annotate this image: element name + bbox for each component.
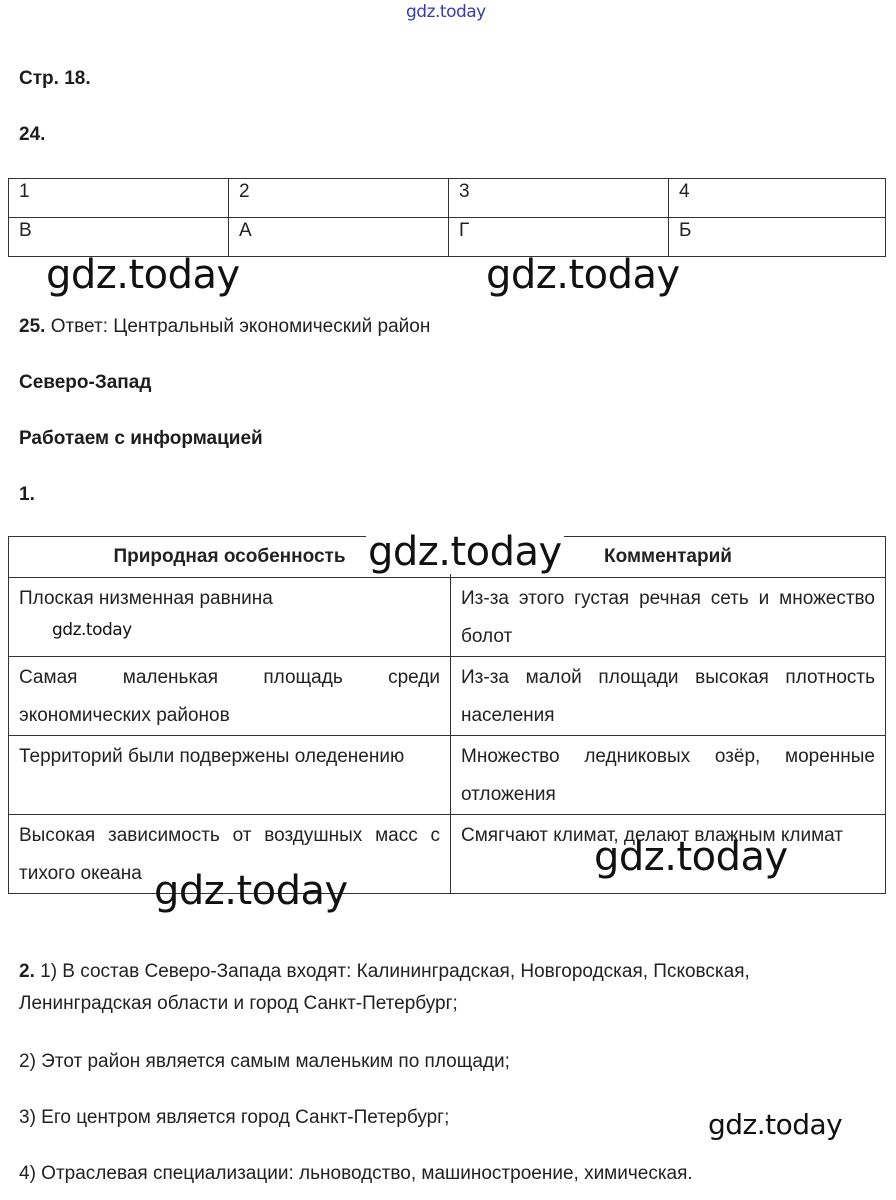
table-row xyxy=(9,657,886,736)
subsection-title: Работаем с информацией xyxy=(19,428,263,449)
table-cell: 2 xyxy=(229,179,449,218)
table-cell: 3 xyxy=(449,179,669,218)
page-reference: Стр. 18. xyxy=(19,68,91,89)
column-header: Природная особенность xyxy=(9,537,451,578)
table-cell: А xyxy=(229,218,449,257)
watermark: gdz.today xyxy=(52,620,132,640)
task-25-answer: Ответ: Центральный экономический район xyxy=(45,316,431,337)
table-cell: Множество ледниковых озёр, моренные отложения xyxy=(451,736,886,815)
task-24-number: 24. xyxy=(19,124,46,145)
table-row xyxy=(9,736,886,815)
table-cell: Плоская низменная равнина xyxy=(9,578,451,657)
watermark: gdz.today xyxy=(154,868,348,914)
watermark: gdz.today xyxy=(46,252,240,298)
table-cell: Самая маленькая площадь среди экономических районов xyxy=(9,657,451,736)
table-cell: 1 xyxy=(9,179,229,218)
table-row xyxy=(9,179,886,218)
watermark: gdz.today xyxy=(594,834,788,880)
table-cell: Из-за этого густая речная сеть и множество болот xyxy=(451,578,886,657)
table-cell: Б xyxy=(669,218,886,257)
table-cell: Из-за малой площади высокая плотность населения xyxy=(451,657,886,736)
table-cell: Смягчают климат, делают влажным климат xyxy=(451,815,886,894)
table-row xyxy=(9,578,886,657)
table-cell: В xyxy=(9,218,229,257)
watermark: gdz.today xyxy=(368,529,562,575)
watermark: gdz.today xyxy=(486,252,680,298)
task-25 xyxy=(19,315,430,339)
watermark-top: gdz.today xyxy=(406,2,486,22)
task-2-item-1-text: 1) В состав Северо-Запада входят: Калининградская, Новгородская, Псковская, Ленинградская области и город Санкт-Петербург; xyxy=(19,961,750,1014)
section-title: Северо-Запад xyxy=(19,372,152,393)
table-cell: 4 xyxy=(669,179,886,218)
watermark: gdz.today xyxy=(708,1108,843,1141)
column-header: Комментарий xyxy=(451,537,886,578)
task-2-item-2: 2) Этот район является самым маленьким по площади; xyxy=(19,1051,510,1072)
table-row xyxy=(9,218,886,257)
table-cell: Высокая зависимость от воздушных масс с тихого океана xyxy=(9,815,451,894)
task-2-number: 2. xyxy=(19,961,35,982)
task-24-table xyxy=(8,178,886,257)
task-2-item-4: 4) Отраслевая специализации: льноводство, машиностроение, химическая. xyxy=(19,1163,693,1184)
task-2-item-3: 3) Его центром является город Санкт-Петербург; xyxy=(19,1107,450,1128)
table-cell: Территорий были подвержены оледенению xyxy=(9,736,451,815)
task-2-item-1 xyxy=(19,956,877,1020)
task-1-number: 1. xyxy=(19,484,35,505)
task-25-number: 25. xyxy=(19,316,46,337)
table-cell: Г xyxy=(449,218,669,257)
